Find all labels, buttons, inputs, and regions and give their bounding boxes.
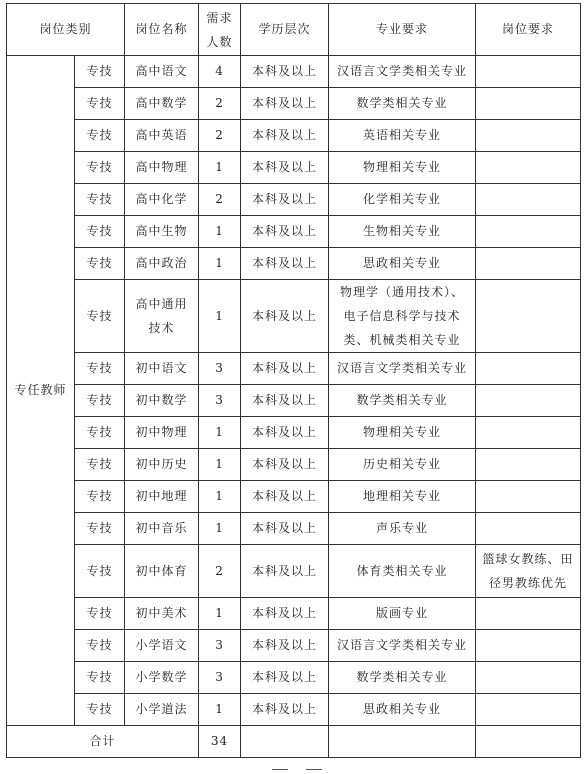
table-row	[7, 216, 581, 248]
cell-major: 体育类相关专业	[329, 545, 476, 598]
table-row	[7, 280, 581, 353]
header-category: 岗位类别	[7, 4, 125, 56]
cell-req	[476, 88, 581, 120]
cell-name: 高中英语	[125, 120, 199, 152]
cell-req	[476, 280, 581, 353]
cell-name: 高中化学	[125, 184, 199, 216]
header-education: 学历层次	[241, 4, 329, 56]
table-row	[7, 248, 581, 280]
cell-major: 数学类相关专业	[329, 662, 476, 694]
table-row	[7, 662, 581, 694]
cell-type: 专技	[75, 481, 125, 513]
cell-name-line2: 技术	[148, 321, 175, 335]
cell-edu: 本科及以上	[241, 353, 329, 385]
total-empty-edu	[241, 726, 329, 758]
cell-count: 3	[199, 385, 241, 417]
cell-req	[476, 120, 581, 152]
cell-edu: 本科及以上	[241, 120, 329, 152]
cell-count: 2	[199, 88, 241, 120]
page-mark	[306, 769, 322, 770]
total-empty-req	[476, 726, 581, 758]
cell-major: 数学类相关专业	[329, 385, 476, 417]
cell-req	[476, 545, 581, 598]
cell-name: 高中物理	[125, 152, 199, 184]
cell-req-line1: 篮球女教练、田	[482, 552, 574, 566]
cell-count: 1	[199, 449, 241, 481]
cell-edu: 本科及以上	[241, 216, 329, 248]
cell-major: 思政相关专业	[329, 248, 476, 280]
cell-req	[476, 152, 581, 184]
cell-type: 专技	[75, 120, 125, 152]
cell-major: 历史相关专业	[329, 449, 476, 481]
cell-type: 专技	[75, 417, 125, 449]
cell-req	[476, 513, 581, 545]
cell-name: 初中语文	[125, 353, 199, 385]
cell-major: 声乐专业	[329, 513, 476, 545]
table-row	[7, 184, 581, 216]
cell-req	[476, 353, 581, 385]
cell-req	[476, 417, 581, 449]
header-count-line1: 需求	[206, 10, 233, 25]
table-row	[7, 417, 581, 449]
cell-edu: 本科及以上	[241, 248, 329, 280]
cell-name: 小学道法	[125, 694, 199, 726]
cell-count: 1	[199, 694, 241, 726]
cell-count: 2	[199, 184, 241, 216]
cell-name: 初中音乐	[125, 513, 199, 545]
cell-type: 专技	[75, 449, 125, 481]
cell-req	[476, 385, 581, 417]
cell-type: 专技	[75, 630, 125, 662]
total-label: 合计	[7, 726, 199, 758]
cell-major-line2: 电子信息科学与技术	[343, 309, 461, 323]
table-row	[7, 56, 581, 88]
cell-type: 专技	[75, 545, 125, 598]
cell-major: 物理相关专业	[329, 152, 476, 184]
header-count	[199, 4, 241, 56]
cell-req	[476, 216, 581, 248]
cell-req	[476, 481, 581, 513]
cell-count: 4	[199, 56, 241, 88]
cell-count: 2	[199, 120, 241, 152]
table-row	[7, 152, 581, 184]
cell-name: 高中政治	[125, 248, 199, 280]
table-row	[7, 630, 581, 662]
group-label-cell: 专任教师	[7, 56, 75, 726]
table-row	[7, 353, 581, 385]
cell-edu: 本科及以上	[241, 280, 329, 353]
cell-edu: 本科及以上	[241, 56, 329, 88]
cell-count: 1	[199, 513, 241, 545]
cell-name: 初中体育	[125, 545, 199, 598]
cell-type: 专技	[75, 184, 125, 216]
table-row	[7, 88, 581, 120]
table-row	[7, 449, 581, 481]
cell-count: 1	[199, 152, 241, 184]
cell-edu: 本科及以上	[241, 598, 329, 630]
recruitment-table	[6, 3, 581, 758]
cell-count: 3	[199, 353, 241, 385]
cell-count: 1	[199, 598, 241, 630]
cell-major: 汉语言文学类相关专业	[329, 630, 476, 662]
cell-major: 地理相关专业	[329, 481, 476, 513]
cell-type: 专技	[75, 280, 125, 353]
cell-type: 专技	[75, 513, 125, 545]
cell-name: 高中生物	[125, 216, 199, 248]
cell-type: 专技	[75, 662, 125, 694]
cell-major: 生物相关专业	[329, 216, 476, 248]
cell-name: 高中数学	[125, 88, 199, 120]
cell-edu: 本科及以上	[241, 694, 329, 726]
cell-edu: 本科及以上	[241, 385, 329, 417]
table-row	[7, 385, 581, 417]
cell-edu: 本科及以上	[241, 481, 329, 513]
cell-major: 数学类相关专业	[329, 88, 476, 120]
cell-type: 专技	[75, 56, 125, 88]
cell-req	[476, 662, 581, 694]
cell-count: 1	[199, 216, 241, 248]
cell-name: 初中美术	[125, 598, 199, 630]
cell-req-line2: 径男教练优先	[489, 576, 568, 590]
cell-type: 专技	[75, 385, 125, 417]
cell-major-line1: 物理学（通用技术）、	[340, 285, 465, 299]
cell-req	[476, 694, 581, 726]
cell-count: 1	[199, 248, 241, 280]
cell-type: 专技	[75, 88, 125, 120]
cell-major: 物理相关专业	[329, 417, 476, 449]
cell-req	[476, 184, 581, 216]
cell-type: 专技	[75, 598, 125, 630]
cell-name: 初中数学	[125, 385, 199, 417]
table-row	[7, 694, 581, 726]
header-major: 专业要求	[329, 4, 476, 56]
cell-major: 汉语言文学类相关专业	[329, 56, 476, 88]
cell-major-line3: 类、机械类相关专业	[343, 333, 461, 347]
header-count-line2: 人数	[206, 34, 233, 49]
cell-type: 专技	[75, 694, 125, 726]
cell-major: 英语相关专业	[329, 120, 476, 152]
cell-edu: 本科及以上	[241, 417, 329, 449]
cell-type: 专技	[75, 152, 125, 184]
cell-name: 初中历史	[125, 449, 199, 481]
cell-req	[476, 248, 581, 280]
total-row	[7, 726, 581, 758]
table-row	[7, 120, 581, 152]
header-requirement: 岗位要求	[476, 4, 581, 56]
cell-major: 思政相关专业	[329, 694, 476, 726]
cell-edu: 本科及以上	[241, 630, 329, 662]
cell-count: 1	[199, 481, 241, 513]
cell-req	[476, 56, 581, 88]
cell-req	[476, 630, 581, 662]
table-row	[7, 598, 581, 630]
cell-req	[476, 598, 581, 630]
cell-name: 小学数学	[125, 662, 199, 694]
cell-req	[476, 449, 581, 481]
cell-edu: 本科及以上	[241, 662, 329, 694]
cell-name: 高中语文	[125, 56, 199, 88]
header-row	[7, 4, 581, 56]
table-row	[7, 481, 581, 513]
table-row	[7, 513, 581, 545]
total-count: 34	[199, 726, 241, 758]
cell-major: 化学相关专业	[329, 184, 476, 216]
cell-type: 专技	[75, 248, 125, 280]
cell-name-line1: 高中通用	[135, 297, 188, 311]
cell-count: 2	[199, 545, 241, 598]
cell-major	[329, 280, 476, 353]
cell-count: 3	[199, 630, 241, 662]
cell-count: 1	[199, 280, 241, 353]
cell-count: 1	[199, 417, 241, 449]
cell-type: 专技	[75, 353, 125, 385]
cell-edu: 本科及以上	[241, 152, 329, 184]
cell-edu: 本科及以上	[241, 513, 329, 545]
cell-count: 3	[199, 662, 241, 694]
cell-name: 初中地理	[125, 481, 199, 513]
header-position: 岗位名称	[125, 4, 199, 56]
cell-edu: 本科及以上	[241, 545, 329, 598]
cell-type: 专技	[75, 216, 125, 248]
cell-name	[125, 280, 199, 353]
total-empty-major	[329, 726, 476, 758]
cell-edu: 本科及以上	[241, 88, 329, 120]
table-row	[7, 545, 581, 598]
cell-major: 版画专业	[329, 598, 476, 630]
cell-edu: 本科及以上	[241, 449, 329, 481]
page-mark	[272, 769, 288, 770]
cell-name: 小学语文	[125, 630, 199, 662]
cell-name: 初中物理	[125, 417, 199, 449]
cell-major: 汉语言文学类相关专业	[329, 353, 476, 385]
cell-edu: 本科及以上	[241, 184, 329, 216]
